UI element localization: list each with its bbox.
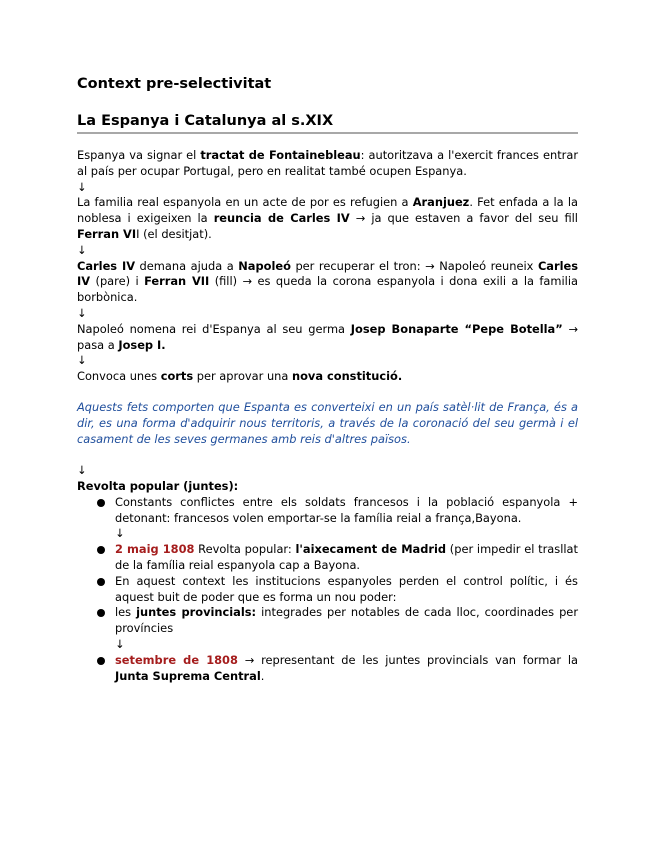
spacer xyxy=(77,447,578,463)
section-heading: La Espanya i Catalunya al s.XIX xyxy=(77,113,334,129)
down-arrow-icon: ↓ xyxy=(77,353,87,368)
down-arrow-icon: ↓ xyxy=(77,463,87,478)
list-item: 2 maig 1808 Revolta popular: l'aixecament de Madrid (per impedir el trasllat de la família reial espanyola cap a Bayona. xyxy=(77,542,578,574)
bullet-icon xyxy=(97,578,105,586)
bullet-icon xyxy=(97,657,105,665)
bullet-icon xyxy=(97,499,105,507)
down-arrow-icon: ↓ xyxy=(77,305,87,320)
down-arrow-icon: ↓ xyxy=(77,242,87,257)
paragraph-napoleo: Carles IV demana ajuda a Napoleó per recuperar el tron: → Napoleó reuneix Carles IV (pare) i Ferran VII (fill) → es queda la corona espanyola i dona exili a la familia borbònica. xyxy=(77,258,579,305)
down-arrow-icon: ↓ xyxy=(115,636,125,651)
paragraph-corts: Convoca unes corts per aprovar una nova constitució. xyxy=(77,369,403,384)
bullet-icon xyxy=(97,546,105,554)
document-body xyxy=(77,148,578,684)
note-paragraph: Aquests fets comporten que Espanta es converteixi en un país satèl·lit de França, és a dir, es una forma d'adquirir nous territoris, a través de la coronació del seu germà i el casament de les seves germanes amb reis d'altres països. xyxy=(77,399,578,446)
down-arrow-icon: ↓ xyxy=(77,179,87,194)
list-item: les juntes provincials: integrades per notables de cada lloc, coordinades per províncies xyxy=(77,605,578,637)
heading-underline xyxy=(77,132,578,134)
paragraph-fontainebleau: Espanya va signar el tractat de Fontainebleau: autoritzava a l'exercit frances entrar al país per ocupar Portugal, pero en realitat també ocupen Espanya. xyxy=(77,148,579,178)
revolta-list xyxy=(77,495,578,527)
list-item: setembre de 1808 → representant de les juntes provincials van formar la Junta Suprema Central. xyxy=(77,653,578,685)
down-arrow-icon: ↓ xyxy=(115,526,125,541)
revolta-list xyxy=(77,542,578,637)
bullet-icon xyxy=(97,609,105,617)
revolta-list xyxy=(77,653,578,685)
list-item: En aquest context les institucions espanyoles perden el control polític, i és aquest buit de poder que es forma un nou poder: xyxy=(77,574,578,606)
revolta-heading: Revolta popular (juntes): xyxy=(77,478,239,493)
paragraph-josep-bonaparte: Napoleó nomena rei d'Espanya al seu germa Josep Bonaparte “Pepe Botella” → pasa a Josep I. xyxy=(77,321,579,352)
paragraph-aranjuez: La familia real espanyola en un acte de por es refugien a Aranjuez. Fet enfada a la la noblesa i exigeixen la reuncia de Carles IV → ja que estaven a favor del seu fill Ferran VII (el desitjat). xyxy=(77,195,579,241)
document-title: Context pre-selectivitat xyxy=(77,76,272,92)
list-item: Constants conflictes entre els soldats francesos i la població espanyola + detonant: francesos volen emportar-se la família reial a frança,Bayona. xyxy=(77,495,578,527)
